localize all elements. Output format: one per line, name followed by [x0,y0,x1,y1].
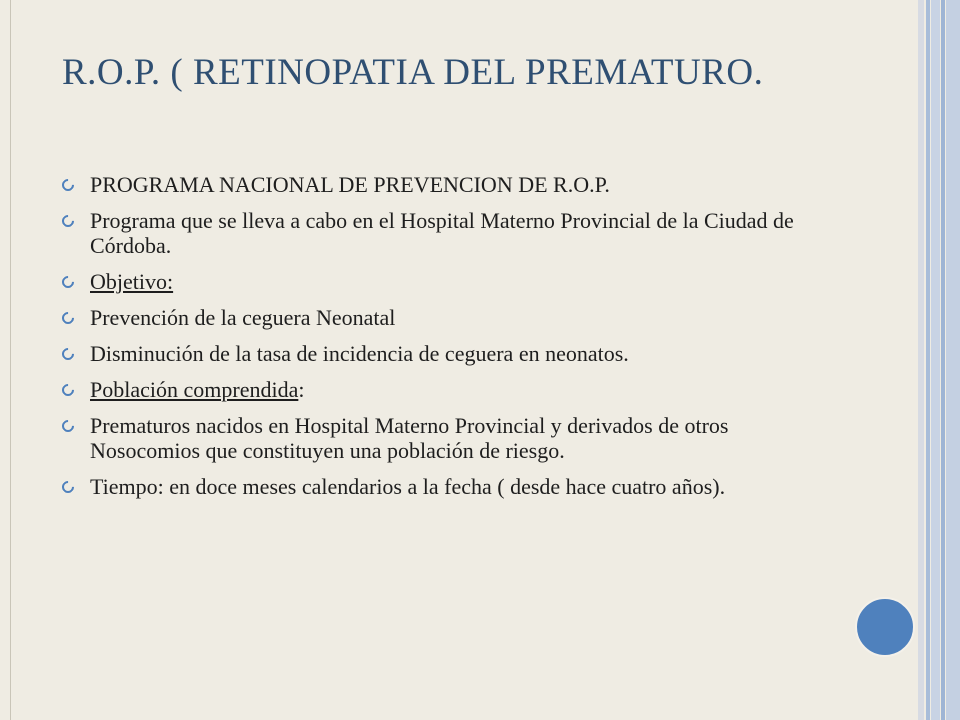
bullet-text: Tiempo: en doce meses calendarios a la fecha ( desde hace cuatro años). [90,474,726,499]
bullet-icon [60,274,77,291]
bullet-text: Prematuros nacidos en Hospital Materno Provincial y derivados de otros Nosocomios que constituyen una población de riesgo. [90,413,729,463]
left-divider-line [10,0,11,720]
bullet-text: Disminución de la tasa de incidencia de ceguera en neonatos. [90,341,629,366]
bullet-item [62,208,842,258]
bullet-text: Programa que se lleva a cabo en el Hospital Materno Provincial de la Ciudad de Córdoba. [90,208,794,258]
bullet-heading-poblacion: Población comprendida [90,377,299,402]
bullet-item [62,341,842,366]
bullet-item [62,377,842,402]
bullet-item [62,474,842,499]
bullet-list [62,172,842,510]
bullet-item [62,305,842,330]
right-decorative-band [931,0,940,720]
bullet-item [62,172,842,197]
bullet-icon [60,479,77,496]
bullet-heading-suffix: : [298,377,305,402]
bullet-heading-objetivo: Objetivo: [90,269,174,294]
bullet-icon [60,177,77,194]
bullet-icon [60,310,77,327]
decorative-circle-icon [855,597,915,657]
bullet-item [62,269,842,294]
bullet-icon [60,382,77,399]
right-decorative-band [946,0,960,720]
bullet-icon [60,213,77,230]
bullet-icon [60,418,77,435]
right-decorative-band [941,0,945,720]
right-decorative-band [918,0,924,720]
right-decorative-band [926,0,930,720]
bullet-item [62,413,842,463]
bullet-text: PROGRAMA NACIONAL DE PREVENCION DE R.O.P. [90,172,610,197]
bullet-icon [60,346,77,363]
slide-title: R.O.P. ( RETINOPATIA DEL PREMATURO. [62,52,764,93]
bullet-text: Prevención de la ceguera Neonatal [90,305,396,330]
